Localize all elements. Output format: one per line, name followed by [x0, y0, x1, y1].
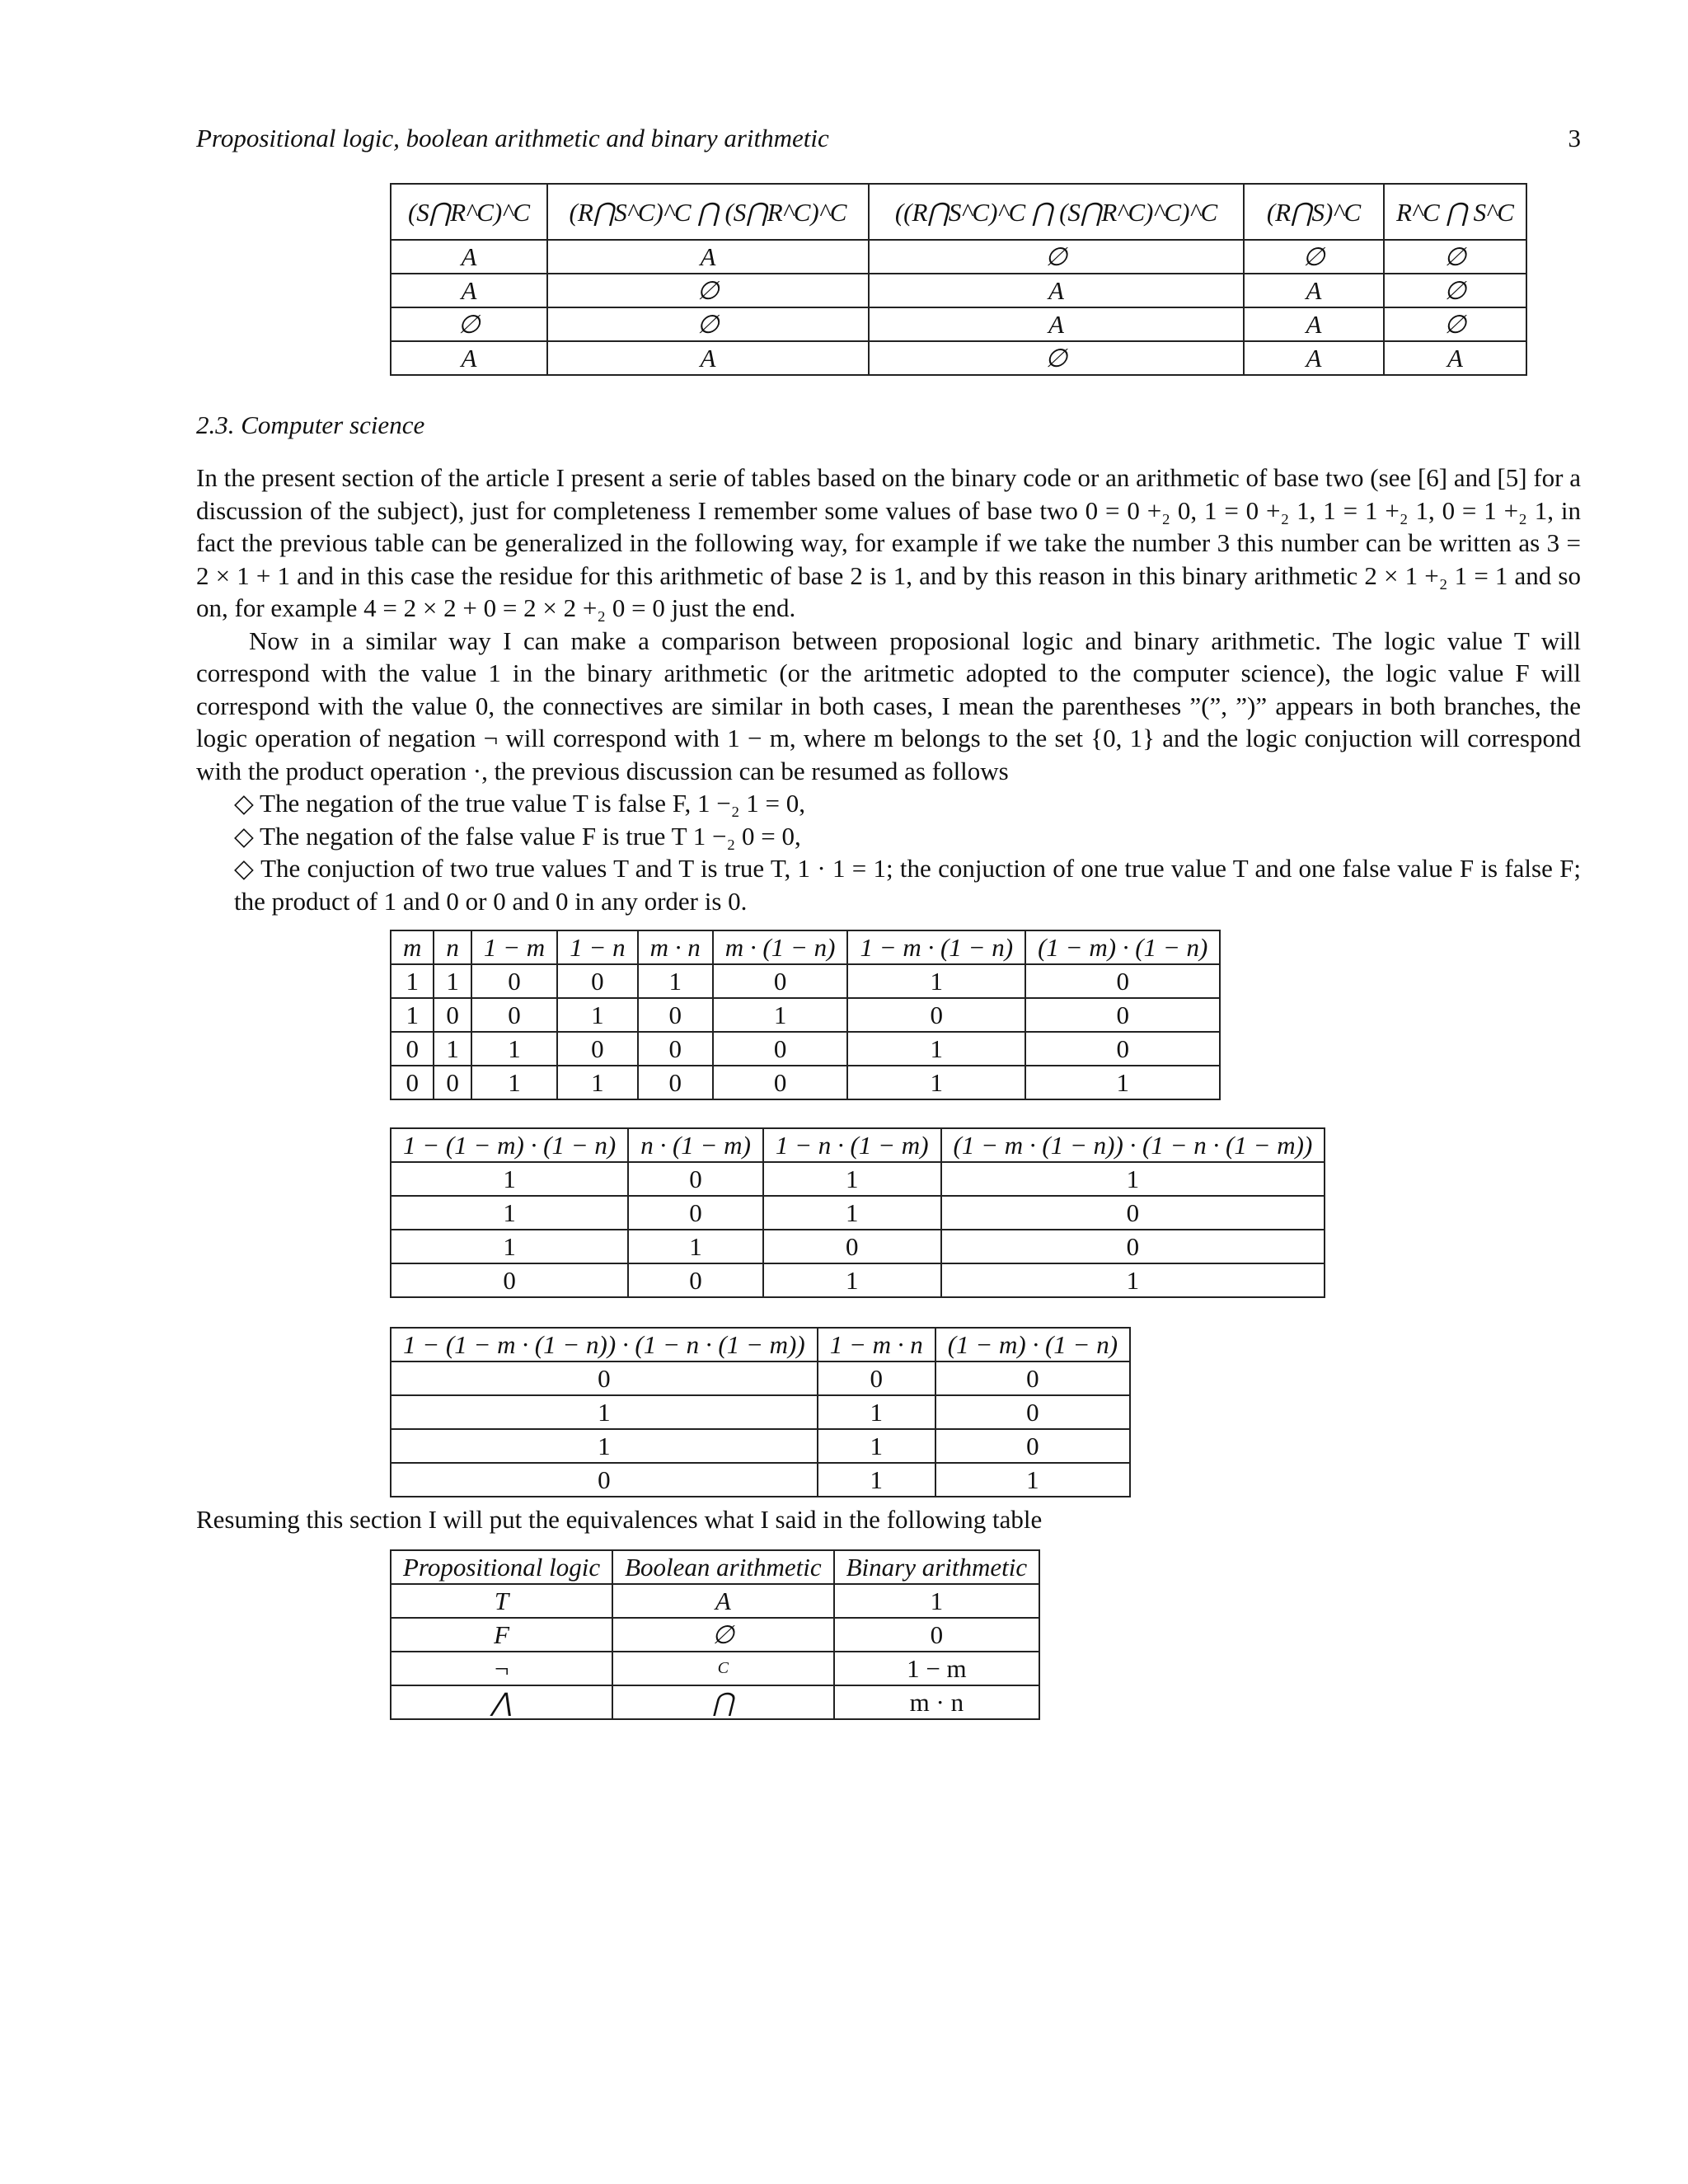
table-cell: 1 — [713, 998, 848, 1032]
running-title: Propositional logic, boolean arithmetic and binary arithmetic — [196, 124, 829, 152]
table-cell: ∅ — [547, 307, 869, 341]
bullet-item: ◇ The negation of the false value F is true T 1 −₂ 0 = 0, — [234, 821, 801, 851]
resume-text: Resuming this section I will put the equivalences what I said in the following table — [196, 1505, 1043, 1534]
table-header-cell: m · (1 − n) — [713, 930, 848, 964]
table-row — [391, 1361, 1130, 1395]
table-row — [391, 1162, 1325, 1196]
table-header-cell: 1 − (1 − m · (1 − n)) · (1 − n · (1 − m)) — [391, 1328, 818, 1361]
set-algebra-table — [390, 183, 1527, 376]
table-cell: 0 — [818, 1361, 935, 1395]
table-cell: 1 — [434, 964, 471, 998]
table-row — [391, 1618, 1039, 1652]
table-cell: 0 — [471, 998, 557, 1032]
table-cell: A — [1244, 341, 1384, 375]
table-header-cell: (1 − m) · (1 − n) — [1025, 930, 1220, 964]
table-cell: A — [391, 240, 547, 274]
table-row — [391, 1463, 1130, 1497]
table-cell: 1 — [391, 1395, 818, 1429]
bullet-item: ◇ The conjuction of two true values T and T is true T, 1 · 1 = 1; the conjuction of one true value T and one false value F is false F; the product of 1 and 0 or 0 and 0 in any order is 0. — [234, 854, 1581, 916]
table-row — [391, 1196, 1325, 1230]
table-cell: m · n — [834, 1685, 1040, 1719]
table-row — [391, 274, 1526, 307]
table-header-cell: Binary arithmetic — [834, 1550, 1040, 1584]
table-cell: 1 — [471, 1032, 557, 1066]
table-cell: 1 — [391, 1196, 628, 1230]
table-cell: F — [391, 1618, 612, 1652]
table-row — [391, 1429, 1130, 1463]
table-cell: 0 — [391, 1361, 818, 1395]
table-cell: 0 — [638, 998, 713, 1032]
binary-table-2 — [390, 1127, 1325, 1298]
table-header-row — [391, 1550, 1039, 1584]
table-cell: 0 — [713, 1032, 848, 1066]
table-header-cell: Boolean arithmetic — [612, 1550, 833, 1584]
table-row — [391, 1230, 1325, 1263]
running-header — [196, 124, 1581, 153]
table-row — [391, 1652, 1039, 1685]
paragraph: Now in a similar way I can make a comparison between proposional logic and binary arithmetic. The logic value T will correspond with the value 1 in the binary arithmetic (or the aritmetic adopted to the computer science), the logic value F will correspond with the value 0, the connectives are similar in both cases, I mean the parentheses ”(”, ”)” appears in both branches, the logic operation of negation ¬ will correspond with 1 − m, where m belongs to the set {0, 1} and the logic conjuction will correspond with the product operation ·, the previous discussion can be resumed as follows — [196, 626, 1581, 785]
table-cell: ∅ — [1384, 307, 1526, 341]
table-cell: 0 — [941, 1230, 1325, 1263]
table-cell: A — [869, 274, 1244, 307]
table-cell: 1 — [391, 998, 434, 1032]
table-cell: C — [612, 1652, 833, 1685]
table-header-row — [391, 930, 1220, 964]
table-cell: 0 — [1025, 998, 1220, 1032]
table-cell: A — [612, 1584, 833, 1618]
table-row — [391, 341, 1526, 375]
table-header-cell: 1 − (1 − m) · (1 − n) — [391, 1128, 628, 1162]
table-header-cell: (1 − m · (1 − n)) · (1 − n · (1 − m)) — [941, 1128, 1325, 1162]
table-cell: 0 — [1025, 964, 1220, 998]
table-cell: A — [547, 341, 869, 375]
table-row — [391, 1584, 1039, 1618]
table-cell: A — [1244, 274, 1384, 307]
table-cell: 1 — [818, 1429, 935, 1463]
table-cell: 0 — [391, 1032, 434, 1066]
table-cell: 0 — [391, 1463, 818, 1497]
table-cell: 1 — [847, 1032, 1025, 1066]
table-cell: 1 — [434, 1032, 471, 1066]
bullet-item: ◇ The negation of the true value T is false F, 1 −₂ 1 = 0, — [234, 789, 806, 818]
table-cell: 0 — [847, 998, 1025, 1032]
table-cell: 1 — [391, 964, 434, 998]
table-cell: 0 — [434, 998, 471, 1032]
table-row — [391, 1066, 1220, 1099]
table-cell: A — [1244, 307, 1384, 341]
table-cell: 1 — [628, 1230, 763, 1263]
table-cell: 0 — [434, 1066, 471, 1099]
table-cell: 0 — [713, 964, 848, 998]
table-cell: ⋀ — [391, 1685, 612, 1719]
table-header-cell: n — [434, 930, 471, 964]
table-row — [391, 1685, 1039, 1719]
table-cell: 0 — [834, 1618, 1040, 1652]
table-row — [391, 1395, 1130, 1429]
table-cell: ∅ — [869, 240, 1244, 274]
table-header-cell: 1 − m · (1 − n) — [847, 930, 1025, 964]
table-cell: 0 — [935, 1395, 1130, 1429]
table-cell: ∅ — [612, 1618, 833, 1652]
page-number: 3 — [1568, 124, 1581, 152]
body-text — [196, 462, 1581, 917]
table-cell: 1 — [763, 1196, 941, 1230]
table-header-cell: m · n — [638, 930, 713, 964]
table-header-cell: 1 − n · (1 − m) — [763, 1128, 941, 1162]
table-cell: 0 — [941, 1196, 1325, 1230]
table-cell: 1 — [1025, 1066, 1220, 1099]
table-cell: 1 — [834, 1584, 1040, 1618]
table-cell: A — [1384, 341, 1526, 375]
table-header-cell: 1 − m · n — [818, 1328, 935, 1361]
table-row — [391, 307, 1526, 341]
section-title: 2.3. Computer science — [196, 410, 425, 439]
table-header-row — [391, 184, 1526, 240]
table-cell: ∅ — [1384, 240, 1526, 274]
table-cell: 1 — [941, 1263, 1325, 1297]
table-cell: 0 — [391, 1263, 628, 1297]
table-cell: 1 — [847, 964, 1025, 998]
table-cell: 1 — [638, 964, 713, 998]
table-cell: 1 — [763, 1263, 941, 1297]
table-cell: 1 — [471, 1066, 557, 1099]
table-header-cell: m — [391, 930, 434, 964]
table-cell: 0 — [763, 1230, 941, 1263]
table-cell: 0 — [935, 1361, 1130, 1395]
table-header-cell: 1 − m — [471, 930, 557, 964]
table-cell: 0 — [713, 1066, 848, 1099]
table-header-cell: (S⋂R^C)^C — [391, 184, 547, 240]
table-header-row — [391, 1328, 1130, 1361]
table-cell: 1 — [391, 1230, 628, 1263]
binary-table-1 — [390, 930, 1221, 1100]
binary-table-3 — [390, 1327, 1131, 1497]
table-cell: 0 — [628, 1162, 763, 1196]
table-cell: ∅ — [869, 341, 1244, 375]
table-header-cell: Propositional logic — [391, 1550, 612, 1584]
table-cell: 1 — [763, 1162, 941, 1196]
table-cell: A — [547, 240, 869, 274]
table-header-cell: (R⋂S^C)^C ⋂ (S⋂R^C)^C — [547, 184, 869, 240]
equivalence-table — [390, 1549, 1040, 1720]
table-header-cell: n · (1 − m) — [628, 1128, 763, 1162]
table-cell: 0 — [638, 1066, 713, 1099]
table-row — [391, 1032, 1220, 1066]
paragraph: In the present section of the article I present a serie of tables based on the binary code or an arithmetic of base two (see [6] and [5] for a discussion of the subject), just for completeness I remember some values of base two 0 = 0 +₂ 0, 1 = 0 +₂ 1, 1 = 1 +₂ 1, 0 = 1 +₂ 1, in fact the previous table can be generalized in the following way, for example if we take the number 3 this number can be written as 3 = 2 × 1 + 1 and in this case the residue for this arithmetic of base 2 is 1, and by this reason in this binary arithmetic 2 × 1 +₂ 1 = 1 and so on, for example 4 = 2 × 2 + 0 = 2 × 2 +₂ 0 = 0 just the end. — [196, 463, 1581, 622]
table-cell: A — [391, 274, 547, 307]
table-cell: 1 — [818, 1395, 935, 1429]
table-cell: 1 — [557, 998, 637, 1032]
table-header-cell: (1 − m) · (1 − n) — [935, 1328, 1130, 1361]
table-row — [391, 240, 1526, 274]
table-cell: A — [391, 341, 547, 375]
table-header-cell: 1 − n — [557, 930, 637, 964]
table-cell: 1 — [941, 1162, 1325, 1196]
table-cell: T — [391, 1584, 612, 1618]
table-cell: ∅ — [1244, 240, 1384, 274]
table-header-cell: ((R⋂S^C)^C ⋂ (S⋂R^C)^C)^C — [869, 184, 1244, 240]
table-header-cell: (R⋂S)^C — [1244, 184, 1384, 240]
table-cell: A — [869, 307, 1244, 341]
table-cell: 1 — [935, 1463, 1130, 1497]
table-cell: 0 — [628, 1196, 763, 1230]
table-cell: 1 — [847, 1066, 1025, 1099]
table-cell: 0 — [557, 964, 637, 998]
table-cell: 1 — [557, 1066, 637, 1099]
table-cell: ∅ — [547, 274, 869, 307]
table-cell: 0 — [638, 1032, 713, 1066]
table-row — [391, 964, 1220, 998]
table-cell: 1 − m — [834, 1652, 1040, 1685]
table-cell: ¬ — [391, 1652, 612, 1685]
table-cell: ⋂ — [612, 1685, 833, 1719]
table-header-row — [391, 1128, 1325, 1162]
table-cell: ∅ — [391, 307, 547, 341]
table-cell: 0 — [628, 1263, 763, 1297]
table-cell: 1 — [818, 1463, 935, 1497]
table-cell: 1 — [391, 1162, 628, 1196]
table-cell: 0 — [935, 1429, 1130, 1463]
table-cell: 0 — [471, 964, 557, 998]
table-cell: 1 — [391, 1429, 818, 1463]
table-cell: 0 — [391, 1066, 434, 1099]
table-header-cell: R^C ⋂ S^C — [1384, 184, 1526, 240]
table-cell: 0 — [1025, 1032, 1220, 1066]
table-cell: ∅ — [1384, 274, 1526, 307]
table-cell: 0 — [557, 1032, 637, 1066]
table-row — [391, 998, 1220, 1032]
table-row — [391, 1263, 1325, 1297]
